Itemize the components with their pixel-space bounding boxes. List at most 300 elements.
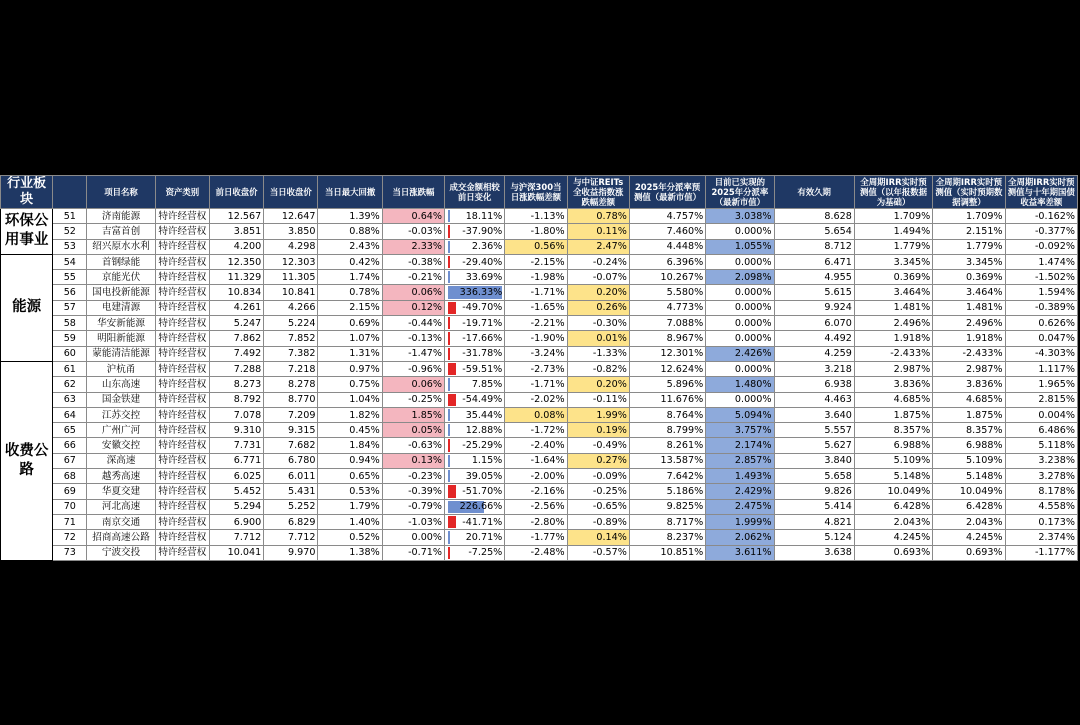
cell-text: 67 bbox=[63, 455, 76, 467]
cell-text: 0.88% bbox=[349, 225, 380, 237]
cell-spr bbox=[1005, 407, 1077, 422]
cell-dur bbox=[774, 407, 854, 422]
cell-hs bbox=[505, 209, 567, 224]
cell-text: 0.000% bbox=[734, 302, 772, 314]
cell-text: 1.480% bbox=[734, 378, 772, 390]
cell-cat bbox=[155, 224, 209, 239]
cell-text: 60 bbox=[63, 348, 76, 360]
cell-text: 5.094% bbox=[734, 409, 772, 421]
table-row bbox=[1, 331, 1078, 346]
cell-prev bbox=[209, 331, 263, 346]
cell-text: 0.047% bbox=[1038, 333, 1075, 345]
cell-dd bbox=[318, 423, 382, 438]
cell-hs bbox=[505, 438, 567, 453]
table-row bbox=[1, 209, 1078, 224]
cell-idx bbox=[53, 209, 87, 224]
cell-idx bbox=[53, 377, 87, 392]
cell-reit bbox=[567, 469, 629, 484]
cell-real bbox=[706, 331, 774, 346]
cell-text: 0.004% bbox=[1038, 409, 1075, 421]
cell-text: 5.247 bbox=[233, 317, 262, 329]
cell-text: 5.658 bbox=[824, 470, 852, 482]
cell-prev bbox=[209, 239, 263, 254]
cell-text: -0.96% bbox=[408, 363, 443, 375]
cell-text: -0.23% bbox=[408, 470, 443, 482]
cell-vol bbox=[445, 499, 505, 514]
cell-real bbox=[706, 346, 774, 361]
cell-dist bbox=[629, 224, 705, 239]
cell-text: 国金铁建 bbox=[101, 394, 141, 406]
cell-dist bbox=[629, 438, 705, 453]
cell-reit bbox=[567, 484, 629, 499]
cell-text: 0.78% bbox=[349, 287, 380, 299]
cell-spr bbox=[1005, 545, 1077, 560]
cell-text: -1.65% bbox=[530, 302, 565, 314]
cell-text: 6.428% bbox=[965, 501, 1003, 513]
cell-irr2 bbox=[933, 209, 1005, 224]
cell-text: 首钢绿能 bbox=[101, 256, 141, 268]
table-row bbox=[1, 484, 1078, 499]
cell-dd bbox=[318, 530, 382, 545]
cell-dd bbox=[318, 331, 382, 346]
cell-dd bbox=[318, 453, 382, 468]
volume-change-bar bbox=[448, 256, 450, 268]
cell-dd bbox=[318, 469, 382, 484]
table-row bbox=[1, 423, 1078, 438]
cell-irr1 bbox=[854, 469, 932, 484]
cell-vol bbox=[445, 484, 505, 499]
cell-text: 特许经营权 bbox=[158, 210, 207, 222]
cell-text: 10.267% bbox=[660, 271, 704, 283]
cell-irr2 bbox=[933, 484, 1005, 499]
cell-text: 0.000% bbox=[734, 394, 772, 406]
cell-irr1 bbox=[854, 300, 932, 315]
cell-real bbox=[706, 300, 774, 315]
cell-chg bbox=[382, 469, 444, 484]
cell-name bbox=[87, 438, 155, 453]
cell-cat bbox=[155, 438, 209, 453]
cell-irr1 bbox=[854, 270, 932, 285]
cell-text: 绍兴原水水利 bbox=[92, 241, 150, 253]
cell-text: 3.345% bbox=[965, 256, 1003, 268]
cell-text: 11.676% bbox=[660, 394, 704, 406]
cell-text: 3.836% bbox=[893, 378, 931, 390]
cell-close bbox=[264, 423, 318, 438]
cell-reit bbox=[567, 316, 629, 331]
cell-text: 4.200 bbox=[233, 241, 262, 253]
cell-text: 0.693% bbox=[965, 547, 1003, 559]
cell-hs bbox=[505, 545, 567, 560]
cell-irr2 bbox=[933, 316, 1005, 331]
cell-text: 7.642% bbox=[666, 470, 704, 482]
column-header: 当日涨跌幅 bbox=[382, 176, 444, 209]
cell-text: 11.305 bbox=[281, 271, 316, 283]
cell-irr1 bbox=[854, 407, 932, 422]
cell-name bbox=[87, 484, 155, 499]
cell-text: 61 bbox=[63, 363, 76, 375]
sector-label: 收费公路 bbox=[1, 361, 53, 560]
cell-text: 2.33% bbox=[411, 241, 443, 253]
cell-spr bbox=[1005, 392, 1077, 407]
cell-irr1 bbox=[854, 545, 932, 560]
cell-vol bbox=[445, 316, 505, 331]
cell-prev bbox=[209, 423, 263, 438]
cell-text: 6.780 bbox=[287, 455, 316, 467]
cell-text: 7.492 bbox=[233, 348, 262, 360]
cell-vol bbox=[445, 392, 505, 407]
cell-irr2 bbox=[933, 469, 1005, 484]
cell-text: 0.369% bbox=[893, 271, 931, 283]
cell-close bbox=[264, 438, 318, 453]
cell-chg bbox=[382, 361, 444, 376]
cell-text: 4.298 bbox=[287, 241, 316, 253]
cell-text: 2.098% bbox=[734, 271, 772, 283]
cell-text: 2.496% bbox=[893, 317, 931, 329]
cell-text: 1.40% bbox=[349, 516, 380, 528]
cell-spr bbox=[1005, 438, 1077, 453]
cell-idx bbox=[53, 438, 87, 453]
cell-text: 5.124 bbox=[824, 531, 852, 543]
cell-text: 2.987% bbox=[965, 363, 1003, 375]
cell-text: 5.580% bbox=[666, 287, 704, 299]
cell-spr bbox=[1005, 377, 1077, 392]
cell-text: 1.07% bbox=[349, 333, 380, 345]
cell-text: 安徽交控 bbox=[101, 440, 141, 452]
cell-irr1 bbox=[854, 392, 932, 407]
cell-chg bbox=[382, 514, 444, 529]
volume-change-bar bbox=[448, 455, 450, 467]
cell-text: 1.875% bbox=[893, 409, 931, 421]
cell-text: 0.13% bbox=[411, 455, 443, 467]
cell-dd bbox=[318, 270, 382, 285]
cell-text: 特许经营权 bbox=[158, 256, 207, 268]
cell-text: 0.000% bbox=[734, 225, 772, 237]
cell-spr bbox=[1005, 316, 1077, 331]
cell-irr1 bbox=[854, 239, 932, 254]
cell-text: -19.71% bbox=[462, 317, 503, 329]
cell-text: 8.712 bbox=[824, 241, 852, 253]
table-row bbox=[1, 514, 1078, 529]
column-header: 前日收盘价 bbox=[209, 176, 263, 209]
cell-text: 4.757% bbox=[666, 210, 704, 222]
cell-text: 7.088% bbox=[666, 317, 704, 329]
cell-real bbox=[706, 361, 774, 376]
volume-change-bar bbox=[448, 424, 450, 436]
cell-dist bbox=[629, 453, 705, 468]
cell-text: 71 bbox=[63, 516, 76, 528]
cell-text: 56 bbox=[63, 287, 76, 299]
cell-text: 广州广河 bbox=[101, 424, 141, 436]
cell-text: 特许经营权 bbox=[158, 455, 207, 467]
column-header: 与沪深300当日涨跌幅差额 bbox=[505, 176, 567, 209]
cell-text: 南京交通 bbox=[101, 516, 141, 528]
cell-reit bbox=[567, 254, 629, 269]
header-row bbox=[1, 176, 1078, 209]
cell-irr1 bbox=[854, 484, 932, 499]
cell-text: -1.177% bbox=[1034, 547, 1075, 559]
cell-chg bbox=[382, 377, 444, 392]
cell-dd bbox=[318, 545, 382, 560]
cell-text: -1.502% bbox=[1034, 271, 1075, 283]
cell-dur bbox=[774, 499, 854, 514]
cell-text: 8.770 bbox=[287, 394, 316, 406]
cell-irr2 bbox=[933, 346, 1005, 361]
cell-dur bbox=[774, 316, 854, 331]
cell-text: 4.448% bbox=[666, 241, 704, 253]
cell-text: -17.66% bbox=[462, 333, 503, 345]
cell-cat bbox=[155, 453, 209, 468]
cell-irr2 bbox=[933, 499, 1005, 514]
volume-change-bar bbox=[448, 394, 456, 406]
cell-text: 3.757% bbox=[734, 424, 772, 436]
volume-change-bar bbox=[448, 225, 450, 237]
cell-irr1 bbox=[854, 499, 932, 514]
cell-text: 12.647 bbox=[281, 210, 316, 222]
cell-chg bbox=[382, 331, 444, 346]
cell-prev bbox=[209, 209, 263, 224]
cell-irr2 bbox=[933, 392, 1005, 407]
cell-close bbox=[264, 300, 318, 315]
cell-text: 5.627 bbox=[824, 440, 852, 452]
volume-change-bar bbox=[448, 470, 450, 482]
cell-text: 8.273 bbox=[233, 378, 262, 390]
cell-irr1 bbox=[854, 224, 932, 239]
cell-text: 华夏交建 bbox=[101, 485, 141, 497]
cell-text: 6.486% bbox=[1038, 424, 1075, 436]
cell-name bbox=[87, 469, 155, 484]
cell-text: 1.85% bbox=[411, 409, 443, 421]
cell-text: 济南能源 bbox=[101, 210, 141, 222]
cell-name bbox=[87, 270, 155, 285]
cell-text: -1.71% bbox=[530, 287, 565, 299]
cell-text: 7.209 bbox=[287, 409, 316, 421]
cell-text: 蒙能清洁能源 bbox=[92, 348, 150, 360]
cell-dist bbox=[629, 361, 705, 376]
cell-text: 12.350 bbox=[227, 256, 262, 268]
cell-prev bbox=[209, 438, 263, 453]
cell-vol bbox=[445, 331, 505, 346]
cell-text: -3.24% bbox=[530, 348, 565, 360]
cell-chg bbox=[382, 545, 444, 560]
cell-text: 3.836% bbox=[965, 378, 1003, 390]
volume-change-bar bbox=[448, 485, 456, 497]
cell-text: 3.464% bbox=[893, 287, 931, 299]
cell-hs bbox=[505, 392, 567, 407]
cell-text: -4.303% bbox=[1034, 348, 1075, 360]
volume-change-bar bbox=[448, 241, 450, 253]
cell-real bbox=[706, 469, 774, 484]
cell-text: 65 bbox=[63, 424, 76, 436]
cell-text: 8.278 bbox=[287, 378, 316, 390]
cell-irr1 bbox=[854, 316, 932, 331]
cell-text: 1.918% bbox=[965, 333, 1003, 345]
cell-name bbox=[87, 300, 155, 315]
cell-idx bbox=[53, 423, 87, 438]
cell-hs bbox=[505, 270, 567, 285]
cell-text: 1.481% bbox=[893, 302, 931, 314]
cell-text: 1.779% bbox=[893, 241, 931, 253]
cell-irr1 bbox=[854, 285, 932, 300]
cell-text: 明阳新能源 bbox=[97, 333, 146, 345]
column-header: 全周期IRR实时预测值与十年期国债收益率差额 bbox=[1005, 176, 1077, 209]
cell-text: 1.38% bbox=[349, 547, 380, 559]
cell-text: 4.821 bbox=[824, 516, 852, 528]
cell-hs bbox=[505, 530, 567, 545]
cell-text: -0.25% bbox=[408, 394, 443, 406]
cell-spr bbox=[1005, 331, 1077, 346]
cell-text: 9.825% bbox=[666, 501, 704, 513]
cell-prev bbox=[209, 254, 263, 269]
cell-text: -0.79% bbox=[408, 501, 443, 513]
cell-text: 3.238% bbox=[1038, 455, 1075, 467]
cell-text: 江苏交控 bbox=[101, 409, 141, 421]
cell-text: 3.278% bbox=[1038, 470, 1075, 482]
cell-spr bbox=[1005, 499, 1077, 514]
cell-dur bbox=[774, 392, 854, 407]
cell-vol bbox=[445, 423, 505, 438]
column-header: 全周期IRR实时预测值（实时预期数据调整） bbox=[933, 176, 1005, 209]
cell-real bbox=[706, 209, 774, 224]
cell-text: 54 bbox=[63, 256, 76, 268]
reits-table bbox=[0, 175, 1078, 561]
cell-text: 深高速 bbox=[106, 455, 136, 467]
cell-idx bbox=[53, 254, 87, 269]
volume-change-bar bbox=[448, 348, 450, 360]
cell-text: 20.71% bbox=[465, 531, 503, 543]
cell-text: 7.731 bbox=[233, 440, 262, 452]
cell-prev bbox=[209, 453, 263, 468]
cell-dur bbox=[774, 209, 854, 224]
cell-cat bbox=[155, 377, 209, 392]
cell-text: 12.624% bbox=[660, 363, 704, 375]
cell-text: 0.20% bbox=[596, 287, 627, 299]
cell-dist bbox=[629, 316, 705, 331]
cell-vol bbox=[445, 209, 505, 224]
cell-spr bbox=[1005, 285, 1077, 300]
cell-text: -1.72% bbox=[530, 424, 565, 436]
cell-text: 10.841 bbox=[281, 287, 316, 299]
cell-irr1 bbox=[854, 331, 932, 346]
cell-text: 10.049% bbox=[959, 485, 1003, 497]
cell-irr2 bbox=[933, 530, 1005, 545]
table-row bbox=[1, 285, 1078, 300]
cell-text: -0.71% bbox=[408, 547, 443, 559]
cell-name bbox=[87, 377, 155, 392]
cell-dur bbox=[774, 545, 854, 560]
cell-text: 特许经营权 bbox=[158, 470, 207, 482]
cell-prev bbox=[209, 224, 263, 239]
cell-real bbox=[706, 530, 774, 545]
cell-text: 特许经营权 bbox=[158, 531, 207, 543]
cell-text: 3.218 bbox=[824, 363, 852, 375]
cell-prev bbox=[209, 361, 263, 376]
cell-chg bbox=[382, 254, 444, 269]
column-header: 行业板块 bbox=[1, 176, 53, 209]
cell-text: -0.44% bbox=[408, 317, 443, 329]
cell-text: 8.357% bbox=[893, 424, 931, 436]
cell-dur bbox=[774, 270, 854, 285]
cell-vol bbox=[445, 346, 505, 361]
cell-text: 3.640 bbox=[824, 409, 852, 421]
cell-text: 7.852 bbox=[287, 333, 316, 345]
cell-text: -2.21% bbox=[530, 317, 565, 329]
cell-text: 1.117% bbox=[1038, 363, 1075, 375]
cell-close bbox=[264, 224, 318, 239]
cell-dur bbox=[774, 469, 854, 484]
cell-text: 9.970 bbox=[287, 547, 316, 559]
cell-chg bbox=[382, 499, 444, 514]
cell-vol bbox=[445, 530, 505, 545]
cell-reit bbox=[567, 209, 629, 224]
column-header: 2025年分派率预测值（最新市值） bbox=[629, 176, 705, 209]
cell-hs bbox=[505, 316, 567, 331]
cell-text: 1.84% bbox=[349, 440, 380, 452]
cell-real bbox=[706, 254, 774, 269]
cell-name bbox=[87, 530, 155, 545]
cell-text: -0.30% bbox=[592, 317, 627, 329]
cell-text: -0.25% bbox=[592, 485, 627, 497]
table-row bbox=[1, 499, 1078, 514]
cell-text: 5.557 bbox=[824, 424, 852, 436]
cell-text: 10.049% bbox=[887, 485, 931, 497]
cell-text: 0.26% bbox=[596, 302, 627, 314]
cell-prev bbox=[209, 346, 263, 361]
cell-dist bbox=[629, 530, 705, 545]
cell-chg bbox=[382, 239, 444, 254]
cell-real bbox=[706, 407, 774, 422]
cell-dur bbox=[774, 438, 854, 453]
cell-reit bbox=[567, 270, 629, 285]
cell-text: 华安新能源 bbox=[97, 317, 146, 329]
cell-text: 0.000% bbox=[734, 317, 772, 329]
cell-text: 13.587% bbox=[660, 455, 704, 467]
cell-dd bbox=[318, 209, 382, 224]
cell-cat bbox=[155, 270, 209, 285]
cell-text: 70 bbox=[63, 501, 76, 513]
cell-text: 8.967% bbox=[666, 333, 704, 345]
cell-name bbox=[87, 453, 155, 468]
cell-text: 2.475% bbox=[734, 501, 772, 513]
cell-dur bbox=[774, 423, 854, 438]
cell-irr2 bbox=[933, 270, 1005, 285]
cell-text: 2.47% bbox=[596, 241, 627, 253]
cell-text: 72 bbox=[63, 531, 76, 543]
cell-cat bbox=[155, 545, 209, 560]
volume-change-bar bbox=[448, 409, 450, 421]
cell-idx bbox=[53, 331, 87, 346]
cell-text: -59.51% bbox=[462, 363, 503, 375]
cell-spr bbox=[1005, 514, 1077, 529]
cell-text: 0.42% bbox=[349, 256, 380, 268]
cell-spr bbox=[1005, 270, 1077, 285]
cell-text: -0.09% bbox=[592, 470, 627, 482]
cell-text: 3.345% bbox=[893, 256, 931, 268]
cell-cat bbox=[155, 469, 209, 484]
cell-reit bbox=[567, 514, 629, 529]
cell-text: 2.062% bbox=[734, 531, 772, 543]
cell-text: 特许经营权 bbox=[158, 302, 207, 314]
cell-text: -0.377% bbox=[1034, 225, 1075, 237]
cell-text: -0.162% bbox=[1034, 210, 1075, 222]
cell-text: -0.82% bbox=[592, 363, 627, 375]
cell-dur bbox=[774, 346, 854, 361]
cell-text: 3.611% bbox=[734, 547, 772, 559]
cell-text: 0.05% bbox=[411, 424, 443, 436]
cell-text: 7.078 bbox=[233, 409, 262, 421]
cell-text: -1.33% bbox=[592, 348, 627, 360]
cell-close bbox=[264, 346, 318, 361]
cell-text: 4.558% bbox=[1038, 501, 1075, 513]
